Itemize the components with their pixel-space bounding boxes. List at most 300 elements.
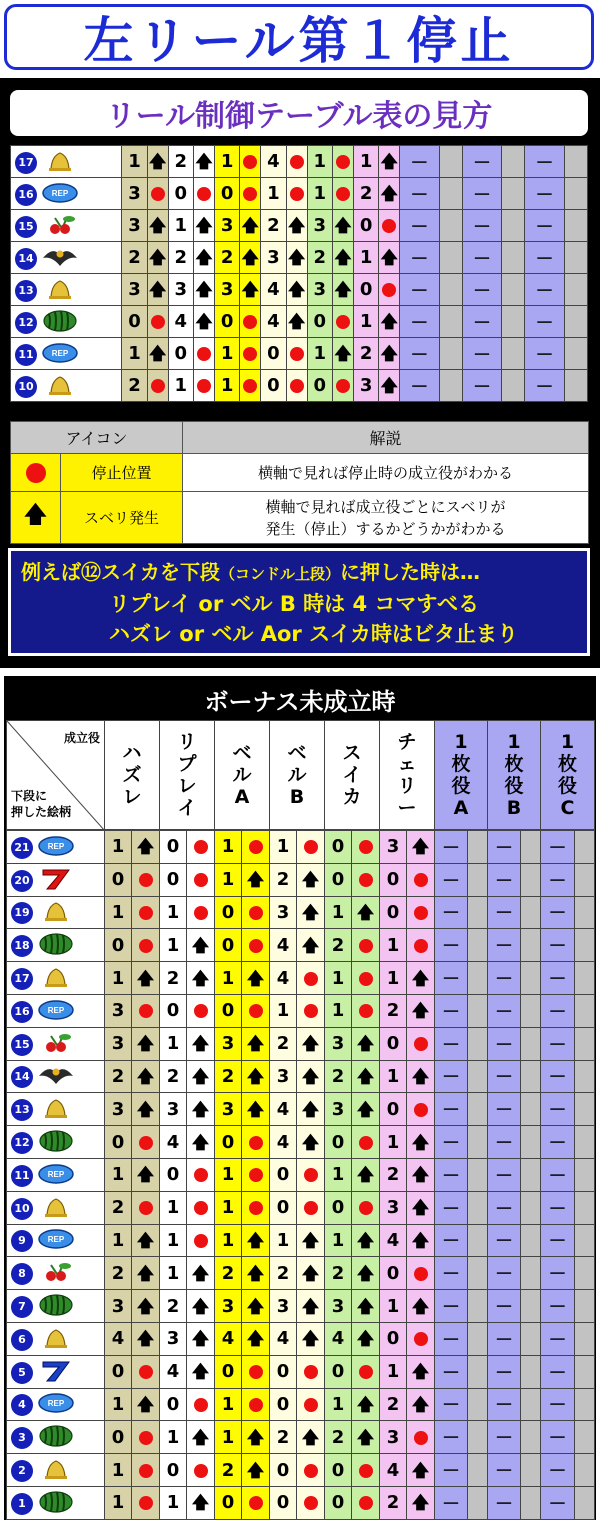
gray-cell xyxy=(575,1421,595,1454)
symbol-number: 3 xyxy=(11,1427,33,1449)
diagonal-header xyxy=(7,721,105,830)
legend-arrow-desc-line2: 発生（停止）するかどうかがわかる xyxy=(265,519,506,538)
bonus-row xyxy=(7,1027,595,1060)
dash-cell: － xyxy=(541,1322,575,1355)
slip-value: 2 xyxy=(215,1454,242,1487)
guide-section xyxy=(0,78,600,668)
symbol-number: 10 xyxy=(11,1198,33,1220)
title-area xyxy=(0,0,600,78)
bonus-row xyxy=(7,831,595,864)
stop-dot-icon xyxy=(132,1421,160,1454)
slip-value: 1 xyxy=(215,1388,242,1421)
gray-cell xyxy=(575,1060,595,1093)
slip-value: 1 xyxy=(160,1027,187,1060)
gray-cell xyxy=(502,306,525,338)
slip-arrow-icon: 🡅 xyxy=(187,1060,215,1093)
gray-cell xyxy=(439,274,462,306)
slip-arrow-icon: 🡅 xyxy=(407,1454,435,1487)
gray-cell xyxy=(521,1224,541,1257)
watermelon-icon xyxy=(37,1425,75,1447)
stop-dot-icon xyxy=(187,1191,215,1224)
symbol-cell xyxy=(7,1355,105,1388)
bonus-row xyxy=(7,1290,595,1323)
slip-arrow-icon: 🡅 xyxy=(187,962,215,995)
slip-arrow-icon: 🡅 xyxy=(240,274,261,306)
example-box xyxy=(8,548,590,656)
slip-arrow-icon: 🡅 xyxy=(242,1454,270,1487)
slip-arrow-icon: 🡅 xyxy=(132,1158,160,1191)
gray-cell xyxy=(575,994,595,1027)
symbol-number: 12 xyxy=(15,312,37,334)
dash-cell: － xyxy=(488,1224,521,1257)
gray-cell xyxy=(521,1027,541,1060)
symbol-cell xyxy=(11,210,122,242)
slip-value: 3 xyxy=(122,274,147,306)
slip-value: 4 xyxy=(270,962,297,995)
slip-value: 0 xyxy=(307,306,332,338)
slip-value: 0 xyxy=(325,1454,352,1487)
slip-arrow-icon: 🡅 xyxy=(333,242,354,274)
slip-arrow-icon: 🡅 xyxy=(286,210,307,242)
slip-arrow-icon: 🡅 xyxy=(297,1421,325,1454)
slip-value: 3 xyxy=(261,242,286,274)
gray-cell xyxy=(564,242,587,274)
slip-value: 0 xyxy=(325,1126,352,1159)
stop-dot-icon xyxy=(147,370,168,402)
stop-dot-icon xyxy=(407,1027,435,1060)
svg-text:REP: REP xyxy=(47,1235,65,1245)
slip-arrow-icon: 🡅 xyxy=(194,306,215,338)
gray-cell xyxy=(575,1224,595,1257)
gray-cell xyxy=(468,1224,488,1257)
slip-value: 2 xyxy=(270,1421,297,1454)
dash-cell: － xyxy=(435,1454,468,1487)
cherry-icon xyxy=(41,214,79,236)
stop-dot-icon xyxy=(242,1126,270,1159)
slip-value: 0 xyxy=(325,1486,352,1519)
slip-arrow-icon: 🡅 xyxy=(352,1158,380,1191)
slip-value: 2 xyxy=(380,1486,407,1519)
dash-cell: － xyxy=(435,1224,468,1257)
slip-arrow-icon: 🡅 xyxy=(407,962,435,995)
slip-value: 2 xyxy=(380,1388,407,1421)
slip-value: 1 xyxy=(215,962,242,995)
gray-cell xyxy=(468,1486,488,1519)
dash-cell: － xyxy=(541,962,575,995)
stop-dot-icon xyxy=(132,929,160,962)
bonus-title: ボーナス未成立時 xyxy=(204,687,396,716)
dash-cell: － xyxy=(541,929,575,962)
slip-arrow-icon: 🡅 xyxy=(187,1290,215,1323)
stop-dot-icon xyxy=(297,1355,325,1388)
symbol-cell xyxy=(7,1060,105,1093)
slip-value: 3 xyxy=(168,274,193,306)
bonus-header-table xyxy=(6,720,595,830)
stop-dot-icon xyxy=(132,1191,160,1224)
stop-dot-icon xyxy=(333,178,354,210)
dash-cell: － xyxy=(488,1322,521,1355)
slip-value: 1 xyxy=(380,962,407,995)
example-line3: ハズレ or ベル Aor スイカ時はビタ止まり xyxy=(109,622,519,646)
stop-dot-icon xyxy=(407,1093,435,1126)
slip-value: 0 xyxy=(261,338,286,370)
slip-arrow-icon: 🡅 xyxy=(379,370,400,402)
symbol-number: 13 xyxy=(11,1099,33,1121)
slip-value: 1 xyxy=(380,1060,407,1093)
symbol-number: 11 xyxy=(11,1165,33,1187)
dash-cell: － xyxy=(435,831,468,864)
replay-icon xyxy=(37,1392,75,1414)
slip-value: 2 xyxy=(270,1257,297,1290)
stop-dot-icon xyxy=(132,863,160,896)
dash-cell: － xyxy=(435,863,468,896)
stop-dot-icon xyxy=(297,994,325,1027)
symbol-cell xyxy=(7,994,105,1027)
dash-cell: － xyxy=(541,1388,575,1421)
gray-cell xyxy=(468,1322,488,1355)
dash-cell: － xyxy=(488,1191,521,1224)
guide-row xyxy=(11,370,588,402)
dash-cell: － xyxy=(462,178,501,210)
bell-icon xyxy=(37,900,75,922)
gray-cell xyxy=(575,1093,595,1126)
stop-dot-icon xyxy=(242,1388,270,1421)
column-header: チ ェ リ ー xyxy=(380,721,435,830)
stop-dot-icon xyxy=(352,1191,380,1224)
slip-arrow-icon: 🡅 xyxy=(297,1093,325,1126)
slip-arrow-icon: 🡅 xyxy=(297,1290,325,1323)
column-header: ベ ル A xyxy=(215,721,270,830)
column-header: リ プ レ イ xyxy=(160,721,215,830)
dash-cell: － xyxy=(435,1126,468,1159)
slip-value: 3 xyxy=(105,994,132,1027)
dash-cell: － xyxy=(435,994,468,1027)
replay-icon xyxy=(41,182,79,204)
gray-cell xyxy=(564,274,587,306)
diag-bottom-label1: 下段に xyxy=(11,789,48,803)
gray-cell xyxy=(575,1191,595,1224)
slip-value: 2 xyxy=(325,1060,352,1093)
slip-value: 3 xyxy=(380,831,407,864)
column-header: ハ ズ レ xyxy=(105,721,160,830)
stop-dot-icon xyxy=(242,1158,270,1191)
legend-arrow-desc xyxy=(183,492,589,544)
slip-value: 1 xyxy=(325,962,352,995)
gray-cell xyxy=(521,1421,541,1454)
slip-value: 2 xyxy=(325,1257,352,1290)
dash-cell: － xyxy=(525,306,564,338)
slip-value: 1 xyxy=(160,1486,187,1519)
bonus-row xyxy=(7,1126,595,1159)
dash-cell: － xyxy=(435,1486,468,1519)
stop-dot-icon xyxy=(147,178,168,210)
slip-value: 0 xyxy=(215,929,242,962)
slip-arrow-icon: 🡅 xyxy=(187,1126,215,1159)
stop-dot-icon xyxy=(286,370,307,402)
gray-cell xyxy=(575,1290,595,1323)
slip-value: 1 xyxy=(215,1421,242,1454)
stop-dot-icon xyxy=(297,1486,325,1519)
slip-arrow-icon: 🡅 xyxy=(352,1224,380,1257)
stop-dot-icon xyxy=(407,863,435,896)
column-header: ス イ カ xyxy=(325,721,380,830)
gray-cell xyxy=(575,1257,595,1290)
slip-value: 4 xyxy=(325,1322,352,1355)
stop-dot-icon xyxy=(352,1486,380,1519)
slip-value: 0 xyxy=(270,1486,297,1519)
gray-cell xyxy=(564,338,587,370)
slip-value: 1 xyxy=(105,831,132,864)
gray-cell xyxy=(575,929,595,962)
slip-value: 1 xyxy=(325,896,352,929)
symbol-cell xyxy=(7,1486,105,1519)
bonus-row xyxy=(7,1355,595,1388)
dash-cell: － xyxy=(400,210,439,242)
symbol-cell xyxy=(7,831,105,864)
slip-value: 1 xyxy=(380,1355,407,1388)
slip-value: 3 xyxy=(380,1191,407,1224)
slip-arrow-icon: 🡅 xyxy=(240,242,261,274)
slip-value: 2 xyxy=(105,1257,132,1290)
symbol-cell xyxy=(7,1257,105,1290)
slip-value: 1 xyxy=(214,370,239,402)
slip-value: 2 xyxy=(122,242,147,274)
slip-value: 0 xyxy=(160,1388,187,1421)
stop-dot-icon xyxy=(297,962,325,995)
slip-value: 1 xyxy=(353,306,378,338)
gray-cell xyxy=(521,1355,541,1388)
symbol-cell xyxy=(11,306,122,338)
slip-value: 2 xyxy=(160,1060,187,1093)
cherry-icon xyxy=(37,1032,75,1054)
slip-value: 0 xyxy=(325,1191,352,1224)
gray-cell xyxy=(468,1421,488,1454)
slip-value: 3 xyxy=(270,1290,297,1323)
example-line1b: （コンドル上段） xyxy=(220,565,341,583)
gray-cell xyxy=(521,1322,541,1355)
dash-cell: － xyxy=(488,1257,521,1290)
dash-cell: － xyxy=(541,1290,575,1323)
legend-head-icon: アイコン xyxy=(11,422,183,454)
stop-dot-icon xyxy=(194,370,215,402)
bonus-row xyxy=(7,1421,595,1454)
dash-cell: － xyxy=(541,1027,575,1060)
symbol-cell xyxy=(11,242,122,274)
dash-cell: － xyxy=(541,1454,575,1487)
bonus-row xyxy=(7,1257,595,1290)
gray-cell xyxy=(521,1158,541,1191)
slip-value: 3 xyxy=(325,1093,352,1126)
slip-value: 4 xyxy=(168,306,193,338)
slip-arrow-icon: 🡅 xyxy=(187,1093,215,1126)
stop-dot-icon xyxy=(297,1158,325,1191)
gray-cell xyxy=(575,896,595,929)
slip-value: 0 xyxy=(105,1126,132,1159)
stop-dot-icon xyxy=(379,274,400,306)
symbol-number: 11 xyxy=(15,344,37,366)
dash-cell: － xyxy=(525,370,564,402)
slip-value: 0 xyxy=(261,370,286,402)
dash-cell: － xyxy=(435,962,468,995)
stop-dot-icon xyxy=(352,929,380,962)
slip-value: 2 xyxy=(270,863,297,896)
dash-cell: － xyxy=(435,1322,468,1355)
stop-dot-icon xyxy=(352,863,380,896)
slip-arrow-icon: 🡅 xyxy=(297,1322,325,1355)
dash-cell: － xyxy=(488,1126,521,1159)
slip-value: 1 xyxy=(122,146,147,178)
slip-arrow-icon: 🡅 xyxy=(187,1027,215,1060)
dash-cell: － xyxy=(435,1257,468,1290)
slip-value: 0 xyxy=(380,1027,407,1060)
gray-cell xyxy=(468,1126,488,1159)
slip-arrow-icon: 🡅 xyxy=(132,1224,160,1257)
slip-value: 0 xyxy=(160,994,187,1027)
symbol-cell xyxy=(7,1158,105,1191)
gray-cell xyxy=(564,178,587,210)
gray-cell xyxy=(468,1191,488,1224)
gray-cell xyxy=(575,863,595,896)
slip-value: 2 xyxy=(215,1257,242,1290)
stop-dot-icon xyxy=(407,896,435,929)
watermelon-icon xyxy=(37,1294,75,1316)
bell-icon xyxy=(41,374,79,396)
dash-cell: － xyxy=(435,1060,468,1093)
slip-value: 3 xyxy=(325,1027,352,1060)
symbol-number: 12 xyxy=(11,1132,33,1154)
slip-arrow-icon: 🡅 xyxy=(297,863,325,896)
slip-value: 0 xyxy=(215,1126,242,1159)
bonus-title-bar xyxy=(6,678,594,720)
slip-arrow-icon: 🡅 xyxy=(242,1322,270,1355)
slip-arrow-icon: 🡅 xyxy=(407,994,435,1027)
slip-value: 2 xyxy=(105,1060,132,1093)
slip-arrow-icon: 🡅 xyxy=(297,929,325,962)
dash-cell: － xyxy=(488,1060,521,1093)
dash-cell: － xyxy=(541,896,575,929)
stop-dot-icon xyxy=(242,831,270,864)
slip-arrow-icon: 🡅 xyxy=(132,1027,160,1060)
slip-value: 0 xyxy=(325,831,352,864)
symbol-number: 13 xyxy=(15,280,37,302)
slip-value: 1 xyxy=(214,338,239,370)
dash-cell: － xyxy=(400,146,439,178)
replay-icon xyxy=(37,1228,75,1250)
slip-arrow-icon: 🡅 xyxy=(407,1355,435,1388)
slip-value: 4 xyxy=(270,1126,297,1159)
dash-cell: － xyxy=(525,242,564,274)
slip-value: 1 xyxy=(160,1191,187,1224)
slip-arrow-icon: 🡅 xyxy=(352,896,380,929)
dash-cell: － xyxy=(400,242,439,274)
slip-arrow-icon: 🡅 xyxy=(352,1257,380,1290)
slip-arrow-icon: 🡅 xyxy=(187,1486,215,1519)
slip-arrow-icon: 🡅 xyxy=(379,178,400,210)
slip-value: 3 xyxy=(160,1093,187,1126)
slip-value: 1 xyxy=(307,178,332,210)
slip-value: 1 xyxy=(270,1224,297,1257)
symbol-number: 2 xyxy=(11,1460,33,1482)
bonus-row xyxy=(7,1224,595,1257)
dash-cell: － xyxy=(488,994,521,1027)
slip-value: 1 xyxy=(105,962,132,995)
slip-value: 3 xyxy=(122,178,147,210)
slip-arrow-icon: 🡅 xyxy=(132,1322,160,1355)
stop-dot-icon xyxy=(194,178,215,210)
symbol-number: 15 xyxy=(11,1034,33,1056)
slip-arrow-icon: 🡅 xyxy=(352,1388,380,1421)
dash-cell: － xyxy=(541,1126,575,1159)
slip-value: 2 xyxy=(214,242,239,274)
dash-cell: － xyxy=(488,863,521,896)
slip-value: 1 xyxy=(307,146,332,178)
stop-dot-icon xyxy=(240,338,261,370)
slip-value: 2 xyxy=(105,1191,132,1224)
gray-cell xyxy=(575,962,595,995)
slip-arrow-icon: 🡅 xyxy=(147,146,168,178)
slip-arrow-icon: 🡅 xyxy=(297,1257,325,1290)
slip-value: 4 xyxy=(261,274,286,306)
gray-cell xyxy=(575,1454,595,1487)
stop-dot-icon xyxy=(240,146,261,178)
slip-arrow-icon: 🡅 xyxy=(147,274,168,306)
guide-row xyxy=(11,178,588,210)
svg-text:REP: REP xyxy=(51,188,69,198)
guide-row xyxy=(11,146,588,178)
gray-cell xyxy=(575,1126,595,1159)
slip-arrow-icon: 🡅 xyxy=(379,242,400,274)
slip-value: 1 xyxy=(105,896,132,929)
stop-dot-icon xyxy=(132,1454,160,1487)
slip-arrow-icon: 🡅 xyxy=(286,274,307,306)
slip-value: 1 xyxy=(160,1421,187,1454)
slip-arrow-icon: 🡅 xyxy=(242,1027,270,1060)
slip-value: 1 xyxy=(160,1224,187,1257)
gray-cell xyxy=(439,338,462,370)
slip-value: 0 xyxy=(380,896,407,929)
slip-value: 1 xyxy=(353,146,378,178)
slip-value: 4 xyxy=(261,306,286,338)
symbol-cell xyxy=(7,1191,105,1224)
slip-arrow-icon: 🡅 xyxy=(407,1290,435,1323)
gray-cell xyxy=(468,994,488,1027)
dash-cell: － xyxy=(462,242,501,274)
gray-cell xyxy=(521,1126,541,1159)
symbol-cell xyxy=(7,1093,105,1126)
slip-value: 0 xyxy=(168,338,193,370)
slip-value: 3 xyxy=(307,210,332,242)
blue7-icon xyxy=(37,1360,75,1382)
slip-value: 2 xyxy=(160,1290,187,1323)
slip-arrow-icon: 🡅 xyxy=(379,146,400,178)
slip-value: 2 xyxy=(325,929,352,962)
slip-value: 0 xyxy=(160,1454,187,1487)
slip-arrow-icon: 🡅 xyxy=(333,274,354,306)
column-header: 1 枚 役 A xyxy=(435,721,488,830)
dash-cell: － xyxy=(462,370,501,402)
stop-dot-icon xyxy=(407,1421,435,1454)
slip-arrow-icon: 🡅 xyxy=(194,210,215,242)
gray-cell xyxy=(575,831,595,864)
slip-value: 3 xyxy=(307,274,332,306)
stop-dot-icon xyxy=(407,1322,435,1355)
slip-arrow-icon: 🡅 xyxy=(147,242,168,274)
gray-cell xyxy=(468,1290,488,1323)
slip-value: 0 xyxy=(105,1355,132,1388)
stop-dot-icon xyxy=(407,1257,435,1290)
slip-value: 1 xyxy=(215,1224,242,1257)
legend-head-desc: 解説 xyxy=(183,422,589,454)
